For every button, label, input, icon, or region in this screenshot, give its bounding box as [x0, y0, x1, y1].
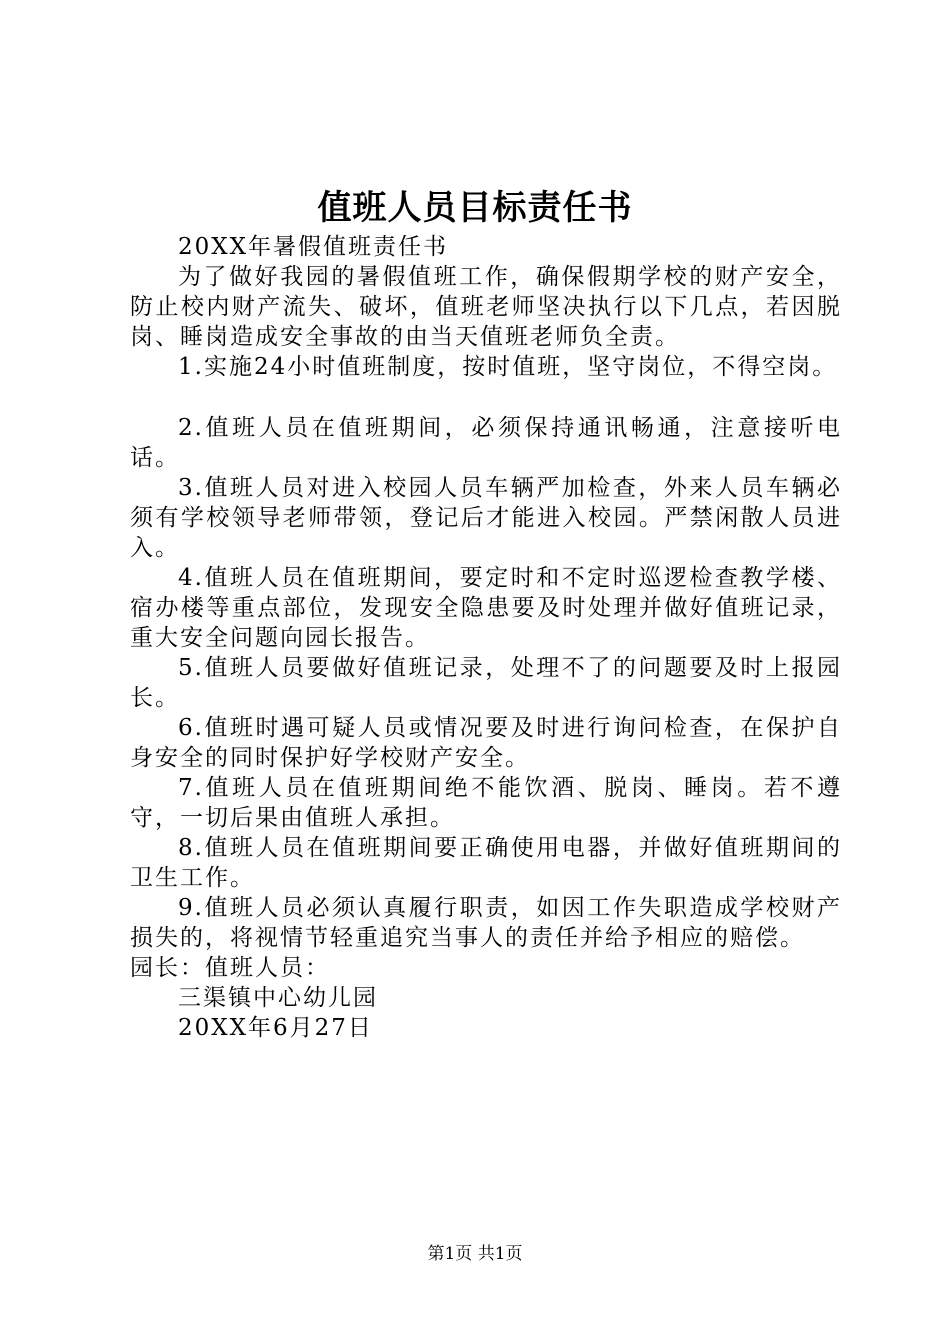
page-footer: 第1页 共1页 — [427, 1244, 523, 1264]
intro-paragraph: 为了做好我园的暑假值班工作，确保假期学校的财产安全，防止校内财产流失、破坏，值班老师坚决执行以下几点，若因脱岗、睡岗造成安全事故的由当天值班老师负全责。 — [130, 264, 842, 350]
item-8: 8.值班人员在值班期间要正确使用电器，并做好值班期间的卫生工作。 — [130, 835, 842, 891]
item-4: 4.值班人员在值班期间，要定时和不定时巡逻检查教学楼、宿办楼等重点部位，发现安全隐患要及时处理并做好值班记录，重大安全问题向园长报告。 — [130, 565, 842, 651]
item-7: 7.值班人员在值班期间绝不能饮酒、脱岗、睡岗。若不遵守，一切后果由值班人承担。 — [130, 775, 842, 831]
item-9: 9.值班人员必须认真履行职责，如因工作失职造成学校财产损失的，将视情节轻重追究当事人的责任并给予相应的赔偿。 — [130, 895, 842, 951]
organization-name: 三渠镇中心幼儿园 — [178, 985, 378, 1011]
subtitle: 20XX年暑假值班责任书 — [178, 234, 449, 260]
document-body — [130, 232, 842, 1043]
item-1: 1.实施24小时值班制度，按时值班，坚守岗位，不得空岗。 — [178, 354, 838, 380]
signature-line: 园长：值班人员： — [130, 955, 330, 981]
item-5: 5.值班人员要做好值班记录，处理不了的问题要及时上报园长。 — [130, 655, 842, 711]
document-title: 值班人员目标责任书 — [317, 188, 633, 228]
item-6: 6.值班时遇可疑人员或情况要及时进行询问检查，在保护自身安全的同时保护好学校财产安全。 — [130, 715, 842, 771]
item-2: 2.值班人员在值班期间，必须保持通讯畅通，注意接听电话。 — [130, 415, 842, 471]
item-3: 3.值班人员对进入校园人员车辆严加检查，外来人员车辆必须有学校领导老师带领，登记后才能进入校园。严禁闲散人员进入。 — [130, 475, 842, 561]
document-date: 20XX年6月27日 — [178, 1015, 373, 1041]
